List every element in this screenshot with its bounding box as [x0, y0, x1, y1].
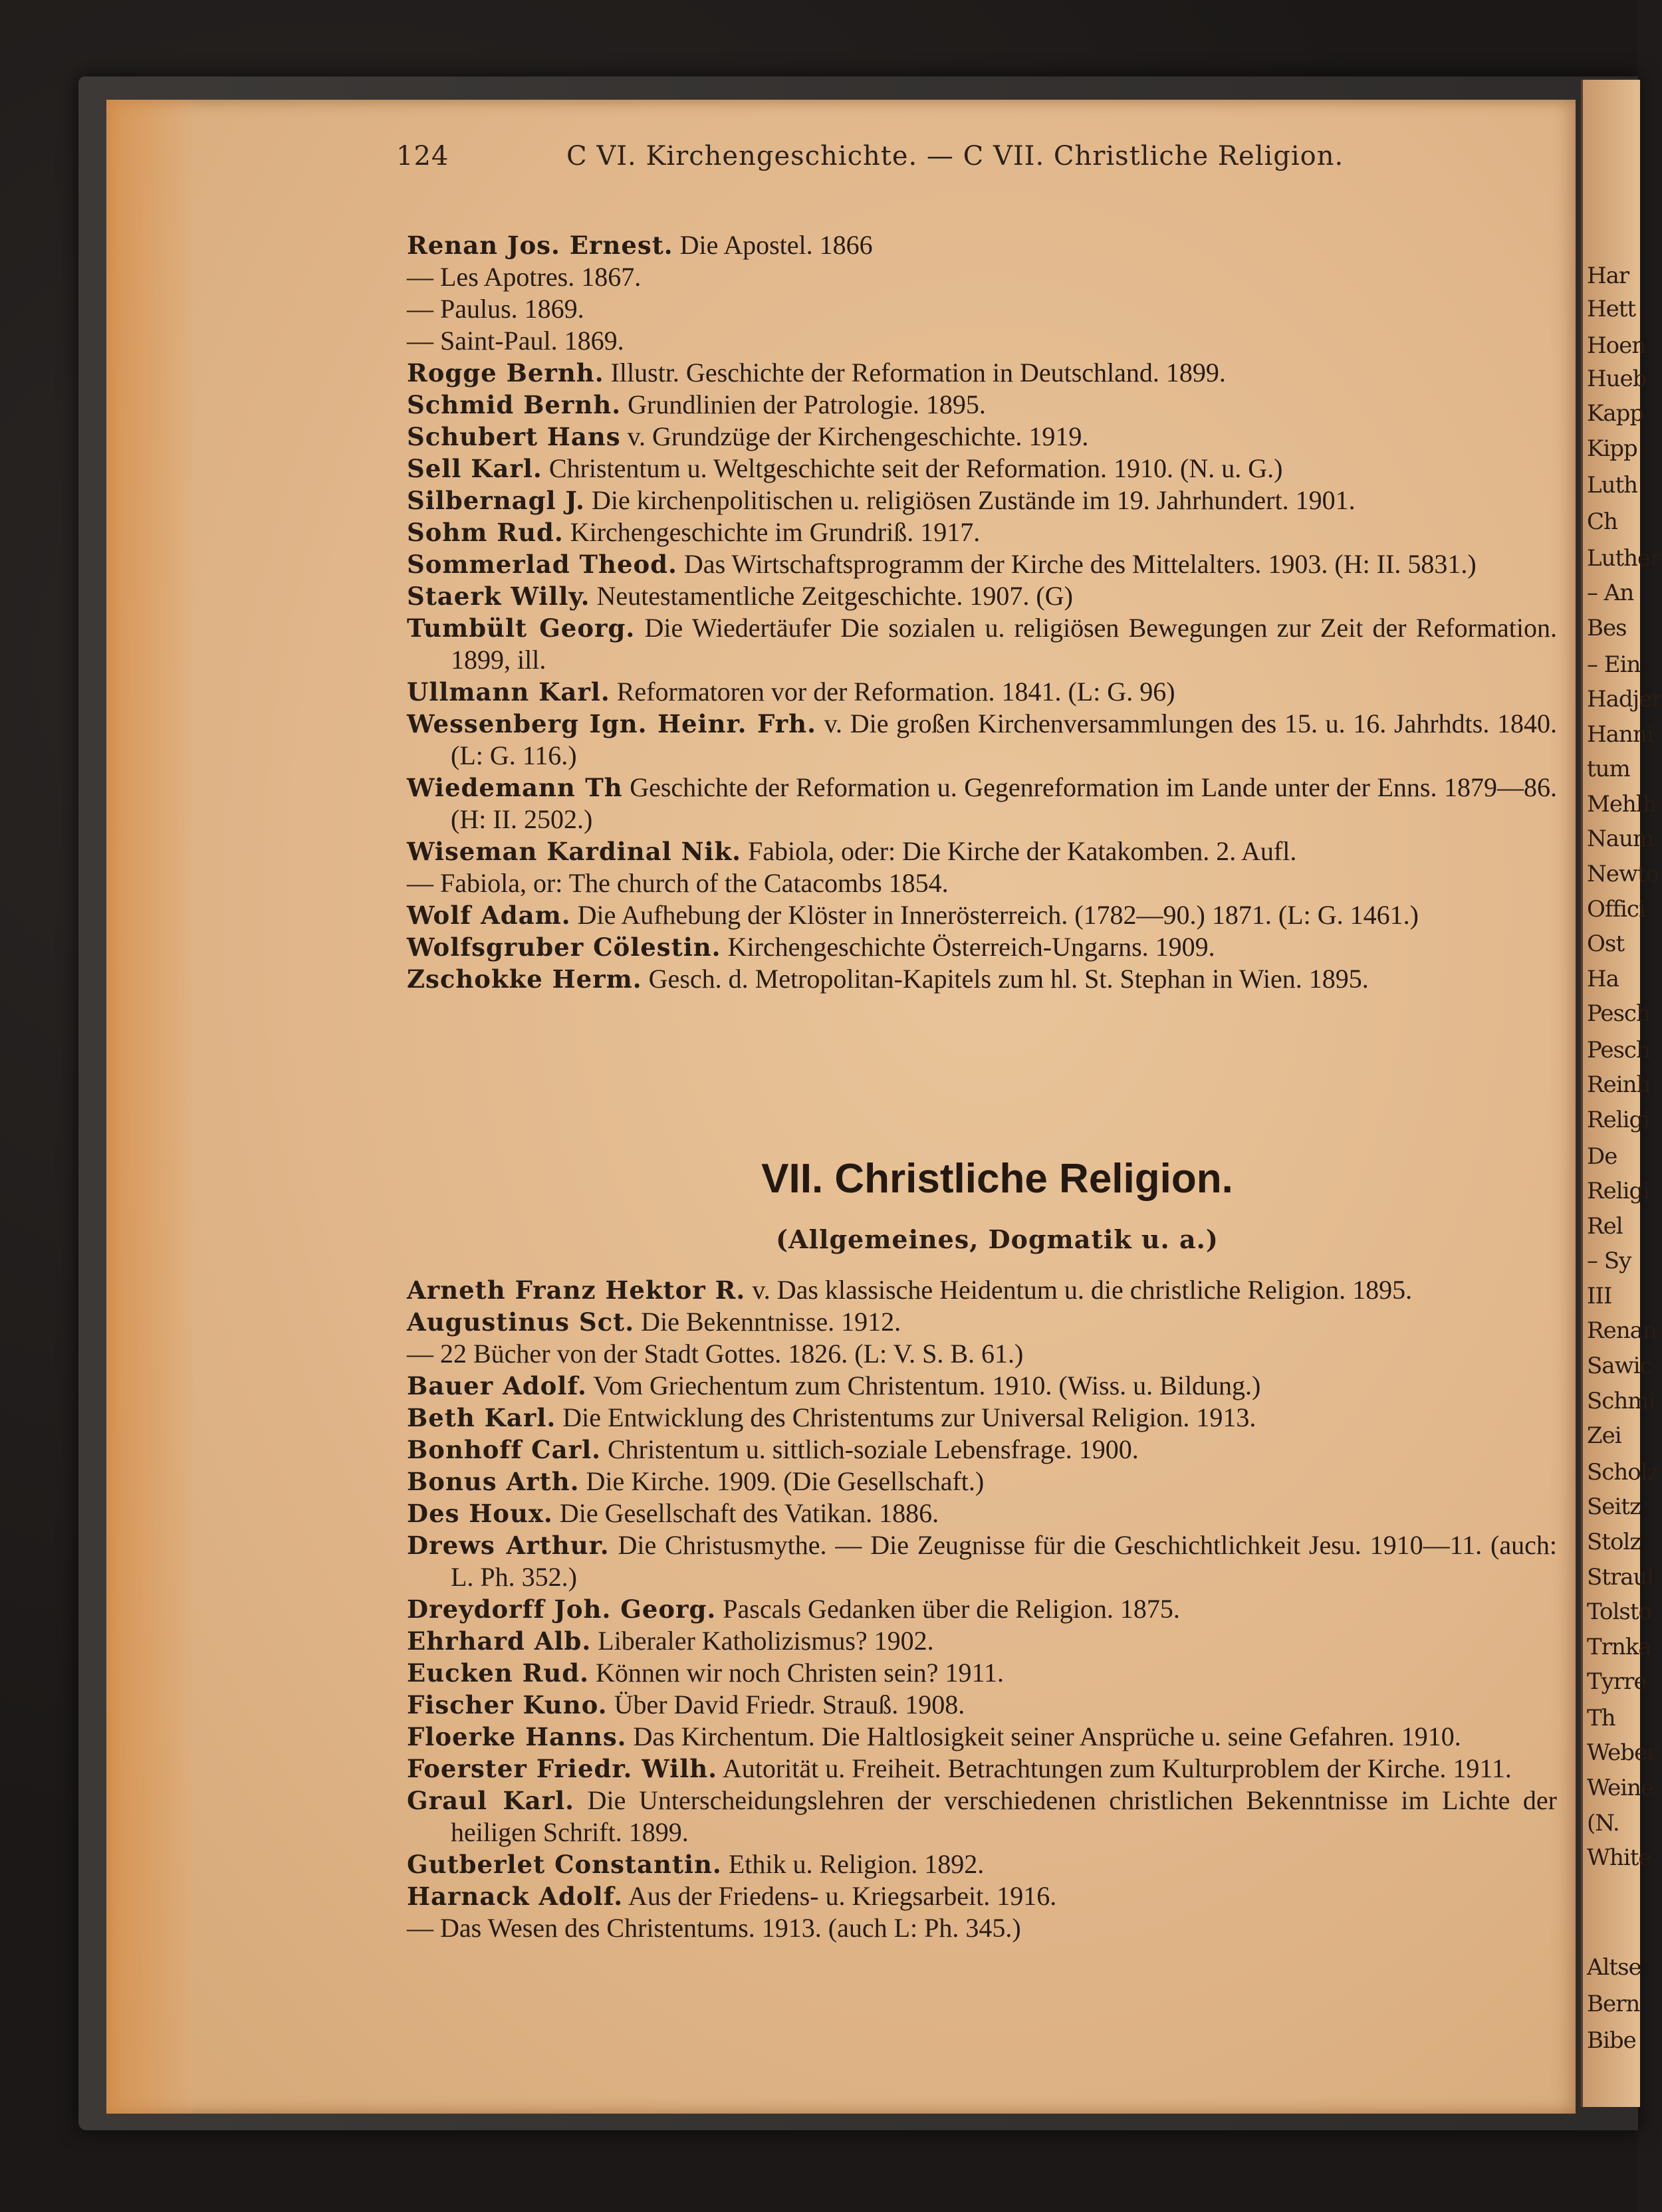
adjacent-page-fragment: Hueb — [1587, 366, 1647, 392]
bibliography-entry — [407, 1880, 1557, 1912]
entry-author: Zschokke Herm. — [407, 964, 642, 994]
adjacent-page-fragment: III — [1587, 1283, 1612, 1309]
entry-details: — Saint-Paul. 1869. — [407, 326, 624, 356]
entry-author: Ehrhard Alb. — [407, 1626, 592, 1656]
bibliography-list-christian-religion — [407, 1274, 1557, 1944]
entry-details: Die kirchenpolitischen u. religiösen Zustände im 19. Jahrhundert. 1901. — [584, 485, 1356, 515]
bibliography-list-church-history — [407, 229, 1557, 995]
adjacent-page-fragment: Ost — [1587, 931, 1624, 957]
bibliography-entry — [407, 899, 1557, 931]
page-number: 124 — [396, 141, 449, 171]
adjacent-page-fragment: Schmi — [1587, 1388, 1655, 1414]
bibliography-entry — [407, 1306, 1557, 1338]
entry-author: Dreydorff Joh. Georg. — [407, 1595, 717, 1624]
entry-author: Beth Karl. — [407, 1403, 556, 1432]
entry-author: Wolfsgruber Cölestin. — [407, 933, 721, 962]
page-gutter-stain — [106, 100, 193, 2114]
entry-details: Kirchengeschichte im Grundriß. 1917. — [563, 517, 981, 547]
bibliography-entry — [407, 867, 1557, 899]
bibliography-entry — [407, 389, 1557, 421]
adjacent-page-fragment: Pesch — [1587, 1000, 1650, 1027]
adjacent-page-fragment: Bern — [1587, 1991, 1640, 2017]
entry-details: Gesch. d. Metropolitan-Kapitels zum hl. St. Stephan in Wien. 1895. — [642, 964, 1369, 994]
adjacent-page-fragment: Weine — [1587, 1775, 1654, 1801]
adjacent-page-fragment: Hadjer — [1587, 686, 1662, 713]
bibliography-entry — [407, 421, 1557, 453]
entry-author: Tumbült Georg. — [407, 613, 636, 643]
adjacent-page-fragment: Mehlh — [1587, 791, 1657, 818]
entry-author: Wolf Adam. — [407, 901, 571, 930]
entry-details: Die Kirche. 1909. (Die Gesellschaft.) — [579, 1466, 985, 1496]
entry-author: Drews Arthur. — [407, 1531, 610, 1560]
bibliography-entry — [407, 1593, 1557, 1625]
entry-details: v. Das klassische Heidentum u. die christliche Religion. 1895. — [745, 1275, 1413, 1305]
entry-details: v. Grundzüge der Kirchengeschichte. 1919. — [620, 421, 1089, 451]
adjacent-page-fragment: De — [1587, 1143, 1617, 1170]
entry-author: Graul Karl. — [407, 1786, 575, 1815]
bibliography-entry — [407, 1689, 1557, 1721]
bibliography-entry — [407, 357, 1557, 389]
bibliography-entry — [407, 676, 1557, 708]
adjacent-page-edge — [1581, 80, 1662, 2107]
entry-details: Autorität u. Freiheit. Betrachtungen zum Kulturproblem der Kirche. 1911. — [717, 1753, 1512, 1783]
entry-author: Bauer Adolf. — [407, 1371, 587, 1400]
entry-details: v. Die großen Kirchenversammlungen des 15. u. 16. Jahrhdts. 1840. (L: G. 116.) — [451, 709, 1558, 770]
entry-details: Die Gesellschaft des Vatikan. 1886. — [552, 1498, 939, 1528]
bibliography-entry — [407, 229, 1557, 261]
entry-author: Des Houx. — [407, 1499, 553, 1528]
adjacent-page-fragment: Kipp — [1587, 435, 1637, 462]
bibliography-entry — [407, 580, 1557, 612]
entry-details: Die Unterscheidungslehren der verschiedenen christlichen Bekenntnisse im Lichte der heiligen Schrift. 1899. — [451, 1785, 1557, 1847]
bibliography-entry — [407, 1848, 1557, 1880]
bibliography-entry — [407, 1785, 1557, 1848]
entry-details: Die Apostel. 1866 — [673, 230, 873, 260]
entry-author: Arneth Franz Hektor R. — [407, 1275, 746, 1305]
bibliography-entry — [407, 1753, 1557, 1785]
entry-author: Eucken Rud. — [407, 1658, 589, 1688]
adjacent-page-fragment: Altse — [1587, 1954, 1641, 1981]
adjacent-page-fragment: Bibe — [1587, 2027, 1636, 2054]
entry-author: Rogge Bernh. — [407, 358, 604, 387]
entry-details: Das Wirtschaftsprogramm der Kirche des Mittelalters. 1903. (H: II. 5831.) — [677, 549, 1477, 579]
entry-details: — Paulus. 1869. — [407, 294, 584, 324]
adjacent-page-fragment: Rel — [1587, 1213, 1623, 1240]
adjacent-page-fragment: Zei — [1587, 1422, 1621, 1449]
entry-details: Die Aufhebung der Klöster in Innerösterreich. (1782—90.) 1871. (L: G. 1461.) — [570, 900, 1419, 930]
adjacent-page-fragment: Trnka — [1587, 1634, 1651, 1660]
bibliography-entry — [407, 516, 1557, 548]
bibliography-entry — [407, 261, 1557, 293]
bibliography-entry — [407, 1625, 1557, 1657]
adjacent-page-fragment: – Sy — [1587, 1248, 1631, 1274]
entry-details: Christentum u. Weltgeschichte seit der Reformation. 1910. (N. u. G.) — [542, 453, 1283, 483]
entry-details: Aus der Friedens- u. Kriegsarbeit. 1916. — [623, 1881, 1057, 1911]
bibliography-entry — [407, 485, 1557, 516]
section-subtitle: (Allgemeines, Dogmatik u. a.) — [776, 1224, 1219, 1254]
entry-details: Geschichte der Reformation u. Gegenreformation im Lande unter der Enns. 1879—86. (H: II. 2502.) — [451, 772, 1558, 834]
entry-details: Neutestamentliche Zeitgeschichte. 1907. (G) — [590, 581, 1073, 611]
adjacent-page-fragment: Renan — [1587, 1317, 1657, 1344]
bibliography-entry — [407, 931, 1557, 963]
bibliography-entry — [407, 1434, 1557, 1466]
bibliography-entry — [407, 1402, 1557, 1434]
entry-details: Vom Griechentum zum Christentum. 1910. (Wiss. u. Bildung.) — [586, 1371, 1261, 1400]
entry-author: Ullmann Karl. — [407, 677, 610, 707]
bibliography-entry — [407, 1370, 1557, 1402]
entry-details: Fabiola, oder: Die Kirche der Katakomben. 2. Aufl. — [741, 836, 1297, 866]
bibliography-entry — [407, 1721, 1557, 1753]
entry-author: Renan Jos. Ernest. — [407, 231, 673, 260]
entry-details: Pascals Gedanken über die Religion. 1875. — [716, 1594, 1180, 1624]
entry-author: Harnack Adolf. — [407, 1882, 624, 1911]
bibliography-entry — [407, 1912, 1557, 1944]
entry-author: Augustinus Sct. — [407, 1307, 635, 1337]
adjacent-page-fragment: Ch — [1587, 508, 1617, 535]
entry-author: Gutberlet Constantin. — [407, 1850, 722, 1879]
entry-details: Das Kirchentum. Die Haltlosigkeit seiner Ansprüche u. seine Gefahren. 1910. — [626, 1721, 1461, 1751]
entry-details: — Fabiola, or: The church of the Catacombs 1854. — [407, 868, 949, 898]
bibliography-entry — [407, 708, 1557, 772]
adjacent-page-fragment: Offici — [1587, 896, 1645, 923]
entry-details: Reformatoren vor der Reformation. 1841. (L: G. 96) — [610, 677, 1175, 707]
adjacent-page-fragment: Religi — [1587, 1107, 1650, 1133]
adjacent-page-fragment: Har — [1587, 263, 1629, 289]
adjacent-page-fragment: – Ein — [1587, 651, 1641, 678]
bibliography-entry — [407, 548, 1557, 580]
adjacent-page-fragment: Religi — [1587, 1178, 1650, 1204]
adjacent-page-fragment: Sawic — [1587, 1353, 1652, 1379]
bibliography-entry — [407, 1497, 1557, 1529]
adjacent-page-fragment: Luther — [1587, 545, 1661, 572]
adjacent-page-fragment: Luth — [1587, 472, 1638, 498]
adjacent-page-fragment: Pesch — [1587, 1037, 1650, 1063]
entry-author: Staerk Willy. — [407, 582, 590, 611]
adjacent-page-fragment: White — [1587, 1844, 1651, 1871]
adjacent-page-fragment: Reinh — [1587, 1071, 1651, 1098]
entry-author: Wiedemann Th — [407, 773, 623, 802]
bibliography-entry — [407, 293, 1557, 325]
bibliography-entry — [407, 772, 1557, 835]
entry-details: Ethik u. Religion. 1892. — [721, 1849, 985, 1879]
entry-author: Floerke Hanns. — [407, 1722, 627, 1751]
running-title: C VI. Kirchengeschichte. — C VII. Christliche Religion. — [566, 141, 1344, 171]
adjacent-page-fragment: Seitz — [1587, 1493, 1641, 1520]
entry-author: Wiseman Kardinal Nik. — [407, 837, 741, 866]
entry-details: Können wir noch Christen sein? 1911. — [589, 1658, 1004, 1688]
entry-author: Sohm Rud. — [407, 518, 564, 547]
adjacent-page-fragment: Hett — [1587, 296, 1636, 322]
entry-details: Die Christusmythe. — Die Zeugnisse für die Geschichtlichkeit Jesu. 1910—11. (auch: L. Ph. 352.) — [451, 1530, 1557, 1592]
entry-details: Illustr. Geschichte der Reformation in Deutschland. 1899. — [604, 358, 1226, 387]
adjacent-page-fragment: Scholz — [1587, 1459, 1659, 1486]
entry-author: Silbernagl J. — [407, 486, 585, 515]
adjacent-page-fragment: Naum — [1587, 826, 1654, 852]
bibliography-entry — [407, 325, 1557, 357]
entry-author: Bonus Arth. — [407, 1467, 580, 1496]
entry-author: Schubert Hans — [407, 422, 621, 451]
bibliography-entry — [407, 1338, 1557, 1370]
bibliography-entry — [407, 1657, 1557, 1689]
entry-author: Fischer Kuno. — [407, 1690, 608, 1719]
entry-author: Schmid Bernh. — [407, 390, 622, 419]
bibliography-entry — [407, 453, 1557, 485]
bibliography-entry — [407, 835, 1557, 867]
entry-author: Sell Karl. — [407, 454, 542, 483]
adjacent-page-fragment: Stolz — [1587, 1529, 1641, 1555]
adjacent-page-fragment: Tyrre — [1587, 1668, 1647, 1695]
entry-author: Wessenberg Ign. Heinr. Frh. — [407, 709, 816, 738]
adjacent-page-fragment: Kapp — [1587, 400, 1644, 427]
entry-details: Liberaler Katholizismus? 1902. — [591, 1626, 934, 1656]
entry-details: Grundlinien der Patrologie. 1895. — [621, 389, 986, 419]
entry-details: — 22 Bücher von der Stadt Gottes. 1826. (L: V. S. B. 61.) — [407, 1339, 1024, 1369]
entry-details: Die Bekenntnisse. 1912. — [634, 1307, 901, 1337]
bibliography-entry — [407, 1529, 1557, 1593]
adjacent-page-fragment: Hoen — [1587, 332, 1646, 359]
entry-author: Foerster Friedr. Wilh. — [407, 1754, 718, 1783]
entry-details: — Das Wesen des Christentums. 1913. (auch L: Ph. 345.) — [407, 1913, 1021, 1943]
bibliography-entry — [407, 612, 1557, 676]
adjacent-page-fragment: Hanni — [1587, 721, 1653, 748]
adjacent-page-fragment: Weber — [1587, 1739, 1657, 1766]
section-title: VII. Christliche Religion. — [761, 1156, 1233, 1202]
entry-details: Über David Friedr. Strauß. 1908. — [607, 1690, 965, 1719]
adjacent-page-fragment: Tolsto — [1587, 1599, 1651, 1625]
adjacent-page-fragment: (N. — [1587, 1810, 1619, 1836]
adjacent-page-fragment: Th — [1587, 1705, 1615, 1731]
adjacent-page-fragment: Straul — [1587, 1564, 1654, 1591]
entry-author: Sommerlad Theod. — [407, 550, 677, 579]
adjacent-page-fragment: Ha — [1587, 966, 1619, 992]
adjacent-page-fragment: Newto — [1587, 861, 1659, 887]
adjacent-page-fragment: – An — [1587, 580, 1634, 606]
entry-details: Die Wiedertäufer Die sozialen u. religiösen Bewegungen zur Zeit der Reformation. 1899, ill. — [451, 613, 1557, 675]
adjacent-page-fragment: tum — [1587, 756, 1630, 782]
bibliography-entry — [407, 1274, 1557, 1306]
entry-author: Bonhoff Carl. — [407, 1435, 601, 1464]
bibliography-entry — [407, 963, 1557, 995]
entry-details: Christentum u. sittlich-soziale Lebensfrage. 1900. — [601, 1434, 1139, 1464]
entry-details: Kirchengeschichte Österreich-Ungarns. 1909. — [721, 932, 1215, 962]
page-header — [396, 141, 1460, 181]
adjacent-page-fragment: Bes — [1587, 615, 1627, 641]
bibliography-entry — [407, 1466, 1557, 1497]
entry-details: — Les Apotres. 1867. — [407, 262, 642, 292]
entry-details: Die Entwicklung des Christentums zur Universal Religion. 1913. — [556, 1402, 1256, 1432]
